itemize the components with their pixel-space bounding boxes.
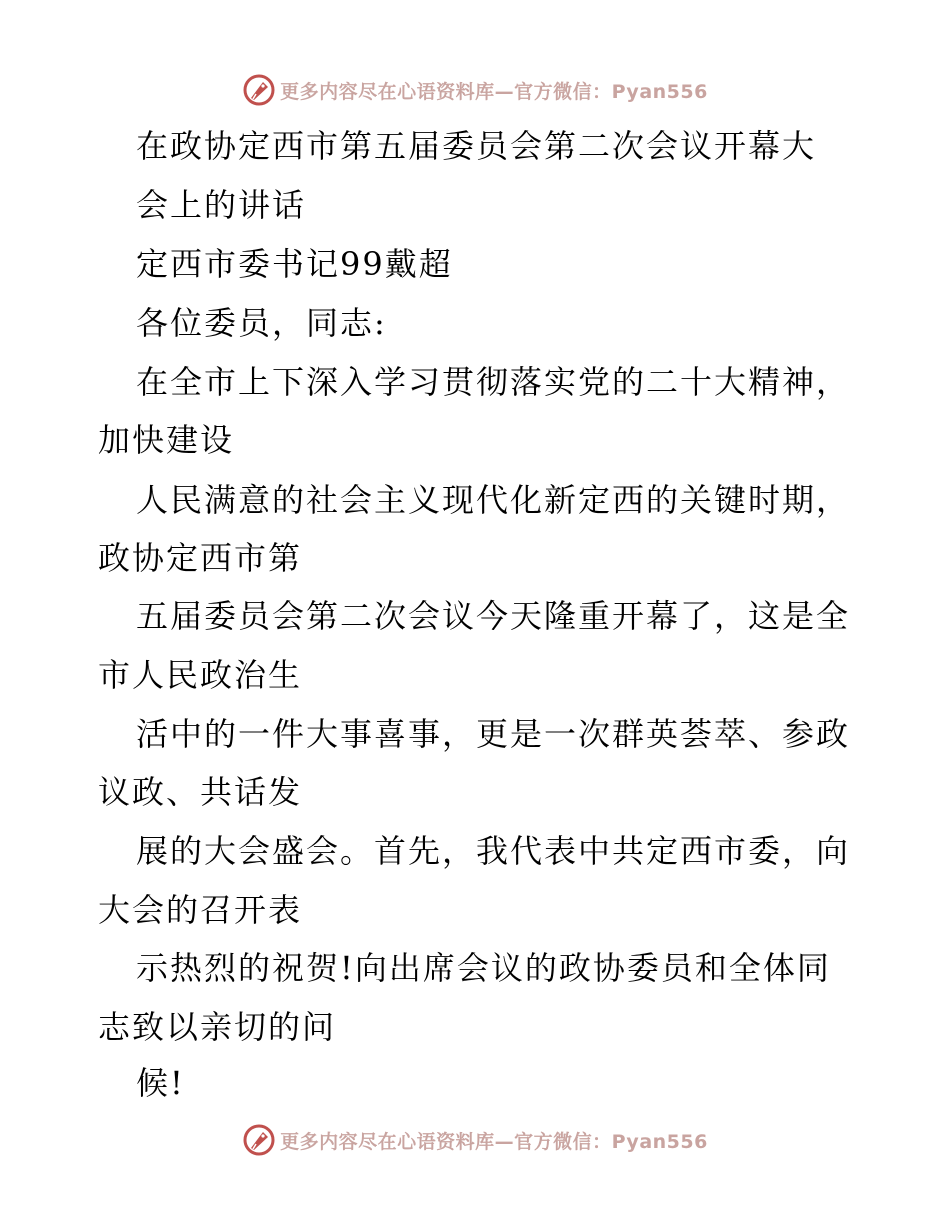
paragraph-line: 市人民政治生 [98, 656, 303, 694]
paragraph-line: 大会的召开表 [98, 891, 303, 929]
title-line: 在政协定西市第五届委员会第二次会议开幕大 [136, 127, 817, 165]
paragraph-line: 展的大会盛会。首先，我代表中共定西市委，向 [136, 832, 851, 870]
paragraph-line: 示热烈的祝贺!向出席会议的政协委员和全体同 [136, 949, 831, 987]
banner-text: 更多内容尽在心语资料库—官方微信：Pyan556 [280, 80, 708, 103]
paragraph-line: 人民满意的社会主义现代化新定西的关键时期， [136, 481, 851, 519]
author-line: 定西市委书记99戴超 [136, 245, 453, 283]
banner-text: 更多内容尽在心语资料库—官方微信：Pyan556 [280, 1130, 708, 1153]
paragraph-line: 活中的一件大事喜事，更是一次群英荟萃、参政 [136, 715, 851, 753]
paragraph-line: 志致以亲切的问 [98, 1008, 337, 1046]
paragraph-line: 政协定西市第 [98, 539, 303, 577]
paragraph-line: 五届委员会第二次会议今天隆重开幕了，这是全 [136, 597, 851, 635]
header-banner [0, 70, 950, 110]
footer-banner [0, 1120, 950, 1160]
paragraph-line: 候! [136, 1064, 185, 1102]
pen-nib-logo-icon [242, 1123, 276, 1157]
paragraph-line: 加快建设 [98, 421, 235, 459]
salutation: 各位委员，同志: [136, 304, 387, 342]
pen-nib-logo-icon [242, 73, 276, 107]
paragraph-line: 议政、共话发 [98, 773, 303, 811]
title-line: 会上的讲话 [136, 186, 307, 224]
paragraph-line: 在全市上下深入学习贯彻落实党的二十大精神， [136, 363, 851, 401]
